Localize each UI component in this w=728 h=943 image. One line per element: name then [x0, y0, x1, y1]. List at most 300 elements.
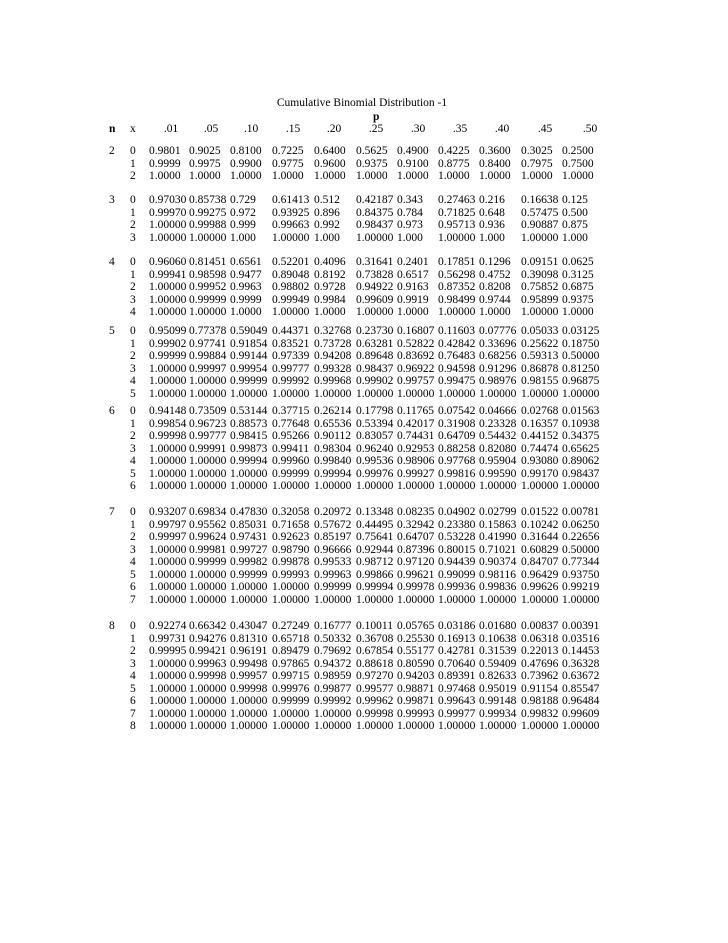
table-cell: 0.63672 — [562, 670, 600, 682]
table-cell: 1.00000 — [149, 219, 187, 231]
table-cell: 0.99170 — [521, 467, 559, 480]
row-x-label: 4 — [130, 670, 136, 682]
table-cell: 1.00000 — [149, 568, 187, 581]
table-cell: 0.47696 — [521, 657, 559, 670]
table-cell: 1.0000 — [397, 170, 429, 182]
table-cell: 0.99663 — [272, 219, 310, 231]
table-cell: 0.71658 — [272, 518, 310, 531]
table-cell: 0.512 — [314, 194, 340, 206]
table-cell: 0.95904 — [479, 455, 517, 467]
table-cell: 0.125 — [562, 194, 588, 206]
table-cell: 0.87396 — [397, 543, 435, 556]
table-cell: 1.00000 — [314, 720, 352, 732]
table-cell: 0.99411 — [272, 442, 309, 455]
table-cell: 0.98437 — [562, 467, 600, 480]
table-cell: 0.79692 — [314, 645, 352, 657]
table-cell: 1.00000 — [149, 720, 187, 732]
table-cell: 0.875 — [562, 219, 588, 231]
table-cell: 0.02768 — [521, 405, 559, 417]
table-cell: 1.000 — [479, 231, 505, 244]
table-cell: 0.22013 — [521, 645, 559, 657]
table-cell: 0.11603 — [438, 325, 475, 337]
table-cell: 0.16357 — [521, 417, 559, 430]
table-cell: 0.93207 — [149, 506, 187, 518]
table-cell: 0.99978 — [397, 581, 435, 593]
table-cell: 0.63281 — [356, 337, 394, 350]
table-cell: 0.500 — [562, 206, 588, 219]
table-cell: 1.00000 — [149, 581, 187, 593]
table-cell: 0.7500 — [562, 157, 594, 170]
column-header-p: .01 — [163, 123, 179, 135]
row-x-label: 5 — [130, 467, 136, 480]
table-cell: 0.16638 — [521, 194, 559, 206]
table-cell: 0.10242 — [521, 518, 559, 531]
table-cell: 0.98155 — [521, 375, 559, 387]
table-cell: 0.97865 — [272, 657, 310, 670]
table-cell: 0.3600 — [479, 145, 511, 157]
table-cell: 0.39098 — [521, 268, 559, 281]
group-n-label: 6 — [109, 405, 115, 417]
table-cell: 1.0000 — [562, 306, 594, 318]
table-cell: 0.99715 — [272, 670, 310, 682]
table-cell: 1.000 — [397, 231, 423, 244]
table-cell: 0.11765 — [397, 405, 434, 417]
table-cell: 0.95099 — [149, 325, 187, 337]
table-cell: 0.10638 — [479, 632, 517, 645]
row-x-label: 3 — [130, 231, 136, 244]
table-cell: 0.4900 — [397, 145, 429, 157]
table-cell: 0.68256 — [479, 350, 517, 362]
table-cell: 0.89479 — [272, 645, 310, 657]
table-cell: 1.00000 — [149, 455, 187, 467]
column-header-p: .35 — [452, 123, 468, 135]
table-cell: 1.00000 — [521, 231, 559, 244]
table-cell: 0.99577 — [356, 682, 394, 695]
table-cell: 0.98976 — [479, 375, 517, 387]
table-cell: 1.00000 — [272, 306, 310, 318]
table-cell: 0.99962 — [356, 695, 394, 707]
table-cell: 0.98959 — [314, 670, 352, 682]
table-cell: 0.89391 — [438, 670, 476, 682]
table-cell: 0.90887 — [521, 219, 559, 231]
table-cell: 0.97741 — [189, 337, 227, 350]
table-cell: 0.9900 — [230, 157, 262, 170]
table-cell: 0.94276 — [189, 632, 227, 645]
table-cell: 0.42187 — [356, 194, 394, 206]
table-cell: 1.00000 — [356, 306, 394, 318]
table-cell: 0.93925 — [272, 206, 310, 219]
table-cell: 0.99609 — [356, 293, 394, 306]
table-cell: 0.22656 — [562, 531, 600, 543]
column-header-p: .20 — [326, 123, 342, 135]
table-cell: 0.86878 — [521, 362, 559, 375]
row-x-label: 0 — [130, 506, 136, 518]
row-x-label: 6 — [130, 581, 136, 593]
table-cell: 0.9728 — [314, 281, 346, 293]
table-cell: 0.55177 — [397, 645, 435, 657]
table-cell: 0.33696 — [479, 337, 517, 350]
table-cell: 1.00000 — [149, 657, 187, 670]
table-cell: 0.98415 — [230, 430, 268, 442]
table-cell: 1.0000 — [314, 306, 346, 318]
table-cell: 0.03516 — [562, 632, 600, 645]
table-cell: 0.04902 — [438, 506, 476, 518]
row-x-label: 3 — [130, 362, 136, 375]
table-cell: 0.77344 — [562, 556, 600, 568]
table-cell: 0.44152 — [521, 430, 559, 442]
table-cell: 0.44371 — [272, 325, 310, 337]
table-cell: 0.74474 — [521, 442, 559, 455]
table-cell: 0.10011 — [356, 620, 393, 632]
table-cell: 0.99877 — [314, 682, 352, 695]
table-cell: 0.784 — [397, 206, 423, 219]
table-cell: 0.92274 — [149, 620, 187, 632]
table-cell: 0.07542 — [438, 405, 476, 417]
table-cell: 0.25530 — [397, 632, 435, 645]
table-cell: 1.0000 — [314, 170, 346, 182]
table-cell: 0.936 — [479, 219, 505, 231]
row-x-label: 5 — [130, 682, 136, 695]
table-cell: 0.99871 — [397, 695, 435, 707]
table-cell: 0.98790 — [272, 543, 310, 556]
table-cell: 0.94439 — [438, 556, 476, 568]
table-cell: 0.31908 — [438, 417, 476, 430]
table-cell: 0.9375 — [562, 293, 594, 306]
table-cell: 1.00000 — [230, 695, 268, 707]
table-cell: 0.57672 — [314, 518, 352, 531]
table-cell: 1.00000 — [230, 720, 268, 732]
group-n-label: 5 — [109, 325, 115, 337]
table-cell: 1.00000 — [314, 593, 352, 606]
table-cell: 0.99999 — [189, 293, 227, 306]
table-cell: 0.59313 — [521, 350, 559, 362]
table-cell: 0.99999 — [189, 556, 227, 568]
table-cell: 0.99099 — [438, 568, 476, 581]
table-title-text: Cumulative Binomial Distribution -1 — [276, 97, 448, 109]
table-cell: 0.17798 — [356, 405, 394, 417]
table-cell: 1.00000 — [189, 455, 227, 467]
table-cell: 1.00000 — [230, 707, 268, 720]
table-cell: 1.00000 — [189, 375, 227, 387]
row-x-label: 4 — [130, 556, 136, 568]
table-cell: 0.96484 — [562, 695, 600, 707]
table-cell: 0.99941 — [149, 268, 187, 281]
table-cell: 0.99968 — [314, 375, 352, 387]
table-cell: 0.25622 — [521, 337, 559, 350]
table-cell: 0.73509 — [189, 405, 227, 417]
table-cell: 1.00000 — [189, 568, 227, 581]
table-cell: 0.89062 — [562, 455, 600, 467]
table-cell: 1.00000 — [397, 387, 435, 400]
table-cell: 1.00000 — [149, 543, 187, 556]
table-cell: 0.89048 — [272, 268, 310, 281]
table-cell: 0.00391 — [562, 620, 600, 632]
table-cell: 0.06318 — [521, 632, 559, 645]
table-cell: 0.80590 — [397, 657, 435, 670]
table-cell: 0.04666 — [479, 405, 517, 417]
table-cell: 0.98906 — [397, 455, 435, 467]
table-cell: 0.80015 — [438, 543, 476, 556]
table-cell: 0.83057 — [356, 430, 394, 442]
table-cell: 1.00000 — [149, 682, 187, 695]
table-cell: 0.95899 — [521, 293, 559, 306]
table-cell: 0.3025 — [521, 145, 553, 157]
table-cell: 0.99963 — [189, 657, 227, 670]
table-cell: 0.98116 — [479, 568, 516, 581]
table-cell: 1.00000 — [438, 387, 476, 400]
table-cell: 0.64709 — [438, 430, 476, 442]
table-cell: 1.00000 — [272, 581, 310, 593]
table-cell: 1.0000 — [397, 306, 429, 318]
table-cell: 0.90374 — [479, 556, 517, 568]
table-cell: 0.32768 — [314, 325, 352, 337]
table-cell: 1.00000 — [397, 480, 435, 492]
table-cell: 0.99536 — [356, 455, 394, 467]
table-cell: 0.99997 — [189, 362, 227, 375]
table-cell: 0.99421 — [189, 645, 227, 657]
row-x-label: 3 — [130, 543, 136, 556]
table-cell: 0.95713 — [438, 219, 476, 231]
table-cell: 0.85547 — [562, 682, 600, 695]
table-cell: 0.67854 — [356, 645, 394, 657]
column-header-p: .25 — [368, 123, 384, 135]
table-cell: 1.0000 — [230, 306, 262, 318]
table-cell: 0.97468 — [438, 682, 476, 695]
table-cell: 0.94372 — [314, 657, 352, 670]
row-x-label: 1 — [130, 417, 136, 430]
table-cell: 0.42781 — [438, 645, 476, 657]
table-cell: 0.99328 — [314, 362, 352, 375]
table-cell: 0.31644 — [521, 531, 559, 543]
table-cell: 1.00000 — [356, 593, 394, 606]
row-x-label: 1 — [130, 157, 136, 170]
row-x-label: 1 — [130, 268, 136, 281]
table-cell: 1.00000 — [521, 387, 559, 400]
table-cell: 1.00000 — [356, 387, 394, 400]
table-cell: 0.99998 — [149, 430, 187, 442]
table-cell: 0.99777 — [189, 430, 227, 442]
table-cell: 0.98871 — [397, 682, 435, 695]
table-cell: 0.16807 — [397, 325, 435, 337]
table-cell: 1.00000 — [272, 231, 310, 244]
table-cell: 0.98712 — [356, 556, 394, 568]
table-cell: 0.5625 — [356, 145, 388, 157]
row-x-label: 0 — [130, 620, 136, 632]
table-cell: 0.9999 — [230, 293, 262, 306]
table-cell: 0.99836 — [479, 581, 517, 593]
table-cell: 1.00000 — [272, 387, 310, 400]
table-cell: 0.99998 — [356, 707, 394, 720]
row-x-label: 4 — [130, 375, 136, 387]
table-cell: 0.99988 — [189, 219, 227, 231]
table-cell: 0.96240 — [356, 442, 394, 455]
row-x-label: 2 — [130, 645, 136, 657]
table-cell: 0.99219 — [562, 581, 600, 593]
table-cell: 0.7225 — [272, 145, 304, 157]
row-x-label: 4 — [130, 306, 136, 318]
table-cell: 0.9999 — [149, 157, 181, 170]
table-cell: 1.00000 — [149, 467, 187, 480]
table-cell: 0.82080 — [479, 442, 517, 455]
table-cell: 0.99949 — [272, 293, 310, 306]
table-cell: 1.00000 — [314, 480, 352, 492]
table-cell: 0.99533 — [314, 556, 352, 568]
table-cell: 1.000 — [314, 231, 340, 244]
table-cell: 0.9600 — [314, 157, 346, 170]
column-header-p: .30 — [410, 123, 426, 135]
table-title — [0, 97, 728, 109]
table-cell: 1.0000 — [521, 170, 553, 182]
row-x-label: 1 — [130, 337, 136, 350]
table-cell: 1.00000 — [356, 720, 394, 732]
row-x-label: 1 — [130, 518, 136, 531]
table-cell: 0.43047 — [230, 620, 268, 632]
table-cell: 1.00000 — [272, 480, 310, 492]
table-cell: 0.91854 — [230, 337, 268, 350]
table-cell: 0.96922 — [397, 362, 435, 375]
table-cell: 0.23328 — [479, 417, 517, 430]
table-cell: 0.97120 — [397, 556, 435, 568]
table-cell: 0.96191 — [230, 645, 268, 657]
table-cell: 0.94148 — [149, 405, 187, 417]
table-cell: 1.00000 — [438, 593, 476, 606]
table-cell: 0.26214 — [314, 405, 352, 417]
table-cell: 0.75641 — [356, 531, 394, 543]
table-cell: 0.97339 — [272, 350, 310, 362]
table-cell: 0.9477 — [230, 268, 262, 281]
table-cell: 0.61413 — [272, 194, 310, 206]
table-cell: 0.216 — [479, 194, 505, 206]
table-cell: 0.1296 — [479, 256, 511, 268]
column-header-n: n — [109, 123, 116, 135]
table-cell: 0.99832 — [521, 707, 559, 720]
row-x-label: 1 — [130, 632, 136, 645]
column-header-p: .10 — [243, 123, 259, 135]
table-cell: 0.99854 — [149, 417, 187, 430]
table-cell: 0.95266 — [272, 430, 310, 442]
table-cell: 0.83521 — [272, 337, 310, 350]
table-cell: 0.89648 — [356, 350, 394, 362]
table-cell: 0.4096 — [314, 256, 346, 268]
table-cell: 0.973 — [397, 219, 423, 231]
table-cell: 0.99626 — [521, 581, 559, 593]
table-cell: 0.99934 — [479, 707, 517, 720]
table-cell: 0.99995 — [149, 645, 187, 657]
table-cell: 1.00000 — [356, 231, 394, 244]
table-cell: 0.99999 — [272, 467, 310, 480]
table-cell: 0.13348 — [356, 506, 394, 518]
table-cell: 0.9744 — [479, 293, 511, 306]
group-n-label: 2 — [109, 145, 115, 157]
table-cell: 1.0000 — [189, 170, 221, 182]
table-cell: 0.31539 — [479, 645, 517, 657]
table-cell: 0.99976 — [272, 682, 310, 695]
table-cell: 1.00000 — [149, 362, 187, 375]
table-cell: 1.00000 — [189, 581, 227, 593]
table-cell: 1.00000 — [149, 695, 187, 707]
table-cell: 1.00000 — [230, 387, 268, 400]
table-cell: 1.00000 — [149, 480, 187, 492]
table-cell: 0.01680 — [479, 620, 517, 632]
table-cell: 0.92944 — [356, 543, 394, 556]
table-cell: 0.99840 — [314, 455, 352, 467]
table-cell: 1.0000 — [479, 306, 511, 318]
table-cell: 1.00000 — [314, 387, 352, 400]
table-cell: 0.84707 — [521, 556, 559, 568]
table-cell: 0.99991 — [189, 442, 227, 455]
table-cell: 1.0000 — [149, 170, 181, 182]
table-cell: 0.66342 — [189, 620, 227, 632]
column-header-p: .40 — [494, 123, 510, 135]
table-cell: 0.77378 — [189, 325, 227, 337]
row-x-label: 5 — [130, 568, 136, 581]
table-cell: 0.98499 — [438, 293, 476, 306]
table-cell: 0.992 — [314, 219, 340, 231]
table-cell: 0.42842 — [438, 337, 476, 350]
table-cell: 0.99621 — [397, 568, 435, 581]
table-cell: 0.99727 — [230, 543, 268, 556]
table-cell: 1.00000 — [479, 720, 517, 732]
table-cell: 0.56298 — [438, 268, 476, 281]
table-cell: 0.23730 — [356, 325, 394, 337]
table-cell: 0.9163 — [397, 281, 429, 293]
table-cell: 0.99275 — [189, 206, 227, 219]
table-cell: 0.97768 — [438, 455, 476, 467]
table-cell: 1.00000 — [189, 720, 227, 732]
table-cell: 1.0000 — [272, 170, 304, 182]
table-cell: 0.01522 — [521, 506, 559, 518]
row-x-label: 2 — [130, 281, 136, 293]
table-cell: 1.00000 — [521, 306, 559, 318]
table-cell: 0.07776 — [479, 325, 517, 337]
row-x-label: 0 — [130, 145, 136, 157]
table-cell: 0.99954 — [230, 362, 268, 375]
table-cell: 0.91154 — [521, 682, 558, 695]
table-cell: 0.75852 — [521, 281, 559, 293]
table-cell: 0.99999 — [149, 350, 187, 362]
table-cell: 0.05033 — [521, 325, 559, 337]
table-cell: 0.20972 — [314, 506, 352, 518]
table-cell: 0.99866 — [356, 568, 394, 581]
row-x-label: 0 — [130, 325, 136, 337]
table-cell: 0.36708 — [356, 632, 394, 645]
table-cell: 1.00000 — [562, 387, 600, 400]
table-cell: 1.00000 — [149, 231, 187, 244]
table-cell: 0.92623 — [272, 531, 310, 543]
table-cell: 0.8400 — [479, 157, 511, 170]
table-cell: 0.88573 — [230, 417, 268, 430]
table-cell: 0.65625 — [562, 442, 600, 455]
table-cell: 0.81310 — [230, 632, 268, 645]
table-cell: 0.98598 — [189, 268, 227, 281]
table-cell: 0.53394 — [356, 417, 394, 430]
table-cell: 0.73728 — [314, 337, 352, 350]
table-cell: 0.8208 — [479, 281, 511, 293]
table-cell: 0.99144 — [230, 350, 268, 362]
table-cell: 0.81451 — [189, 256, 227, 268]
table-cell: 0.99999 — [230, 375, 268, 387]
table-cell: 1.0000 — [562, 170, 594, 182]
table-cell: 0.70640 — [438, 657, 476, 670]
row-x-label: 5 — [130, 387, 136, 400]
table-cell: 0.73962 — [521, 670, 559, 682]
table-cell: 0.03186 — [438, 620, 476, 632]
table-cell: 0.9375 — [356, 157, 388, 170]
table-cell: 0.09151 — [521, 256, 559, 268]
row-x-label: 2 — [130, 430, 136, 442]
table-cell: 0.9984 — [314, 293, 346, 306]
column-header-p: .05 — [203, 123, 219, 135]
